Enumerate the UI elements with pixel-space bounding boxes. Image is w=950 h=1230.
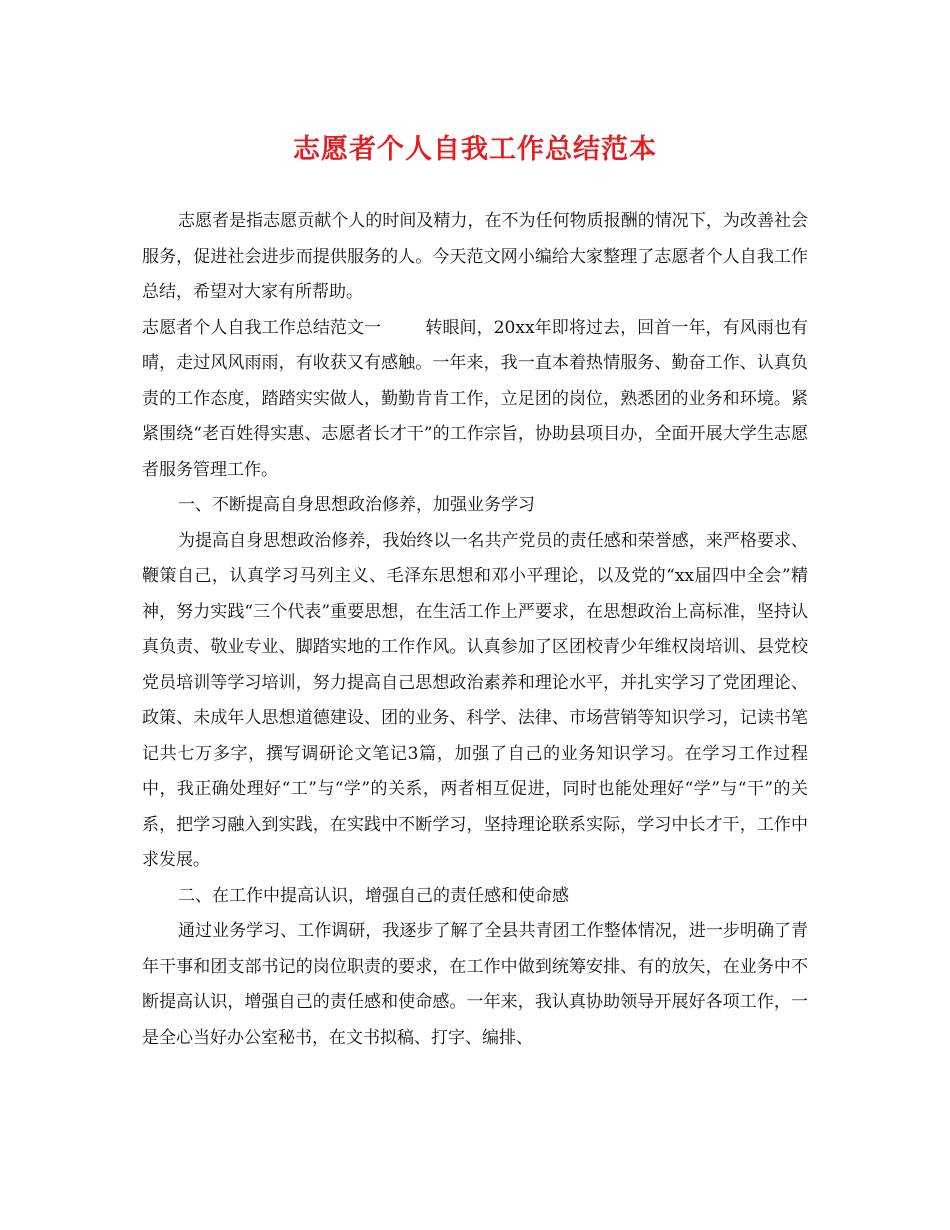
sample-heading: 志愿者个人自我工作总结范文一 [142,317,382,338]
section-heading-two: 二、在工作中提高认识，增强自己的责任感和使命感 [178,885,569,906]
paragraph-work: 通过业务学习、工作调研，我逐步了解了全县共青团工作整体情况，进一步明确了青年干事和团支部书记的岗位职责的要求，在工作中做到统筹安排、有的放矢，在业务中不断提高认识，增强自己的责任感和使命感。一年来，我认真协助领导开展好各项工作，一是全心当好办公室秘书，在文书拟稿、打字、编排、 [142,921,808,1048]
document-title: 志愿者个人自我工作总结范本 [293,134,657,165]
paragraph-study: 为提高自身思想政治修养，我始终以一名共产党员的责任感和荣誉感，来严格要求、鞭策自己，认真学习马列主义、毛泽东思想和邓小平理论，以及党的“xx届四中全会”精神，努力实践“三个代表”重要思想，在生活工作上严要求，在思想政治上高标准，坚持认真负责、敬业专业、脚踏实地的工作作风。认真参加了区团校青少年维权岗培训、县党校党员培训等学习培训，努力提高自己思想政治素养和理论水平，并扎实学习了党团理论、政策、未成年人思想道德建设、团的业务、科学、法律、市场营销等知识学习，记读书笔记共七万多字，撰写调研论文笔记3篇，加强了自己的业务知识学习。在学习工作过程中，我正确处理好“工”与“学”的关系，两者相互促进，同时也能处理好“学”与“干”的关系，把学习融入到实践，在实践中不断学习，坚持理论联系实际，学习中长才干，工作中求发展。 [142,530,808,870]
document-body [142,204,808,1056]
sample-one-text: 转眼间，20xx年即将过去，回首一年，有风雨也有晴，走过风风雨雨，有收获又有感触。一年来，我一直本着热情服务、勤奋工作、认真负责的工作态度，踏踏实实做人，勤勤肯肯工作，立足团的岗位，熟悉团的业务和环境。紧紧围绕“老百姓得实惠、志愿者长才干”的工作宗旨，协助县项目办，全面开展大学生志愿者服务管理工作。 [142,317,808,480]
paragraph-sample-one [142,311,808,489]
section-heading-one: 一、不断提高自身思想政治修养，加强业务学习 [178,495,535,515]
paragraph-intro: 志愿者是指志愿贡献个人的时间及精力，在不为任何物质报酬的情况下，为改善社会服务，促进社会进步而提供服务的人。今天范文网小编给大家整理了志愿者个人自我工作总结，希望对大家有所帮助。 [142,211,808,302]
